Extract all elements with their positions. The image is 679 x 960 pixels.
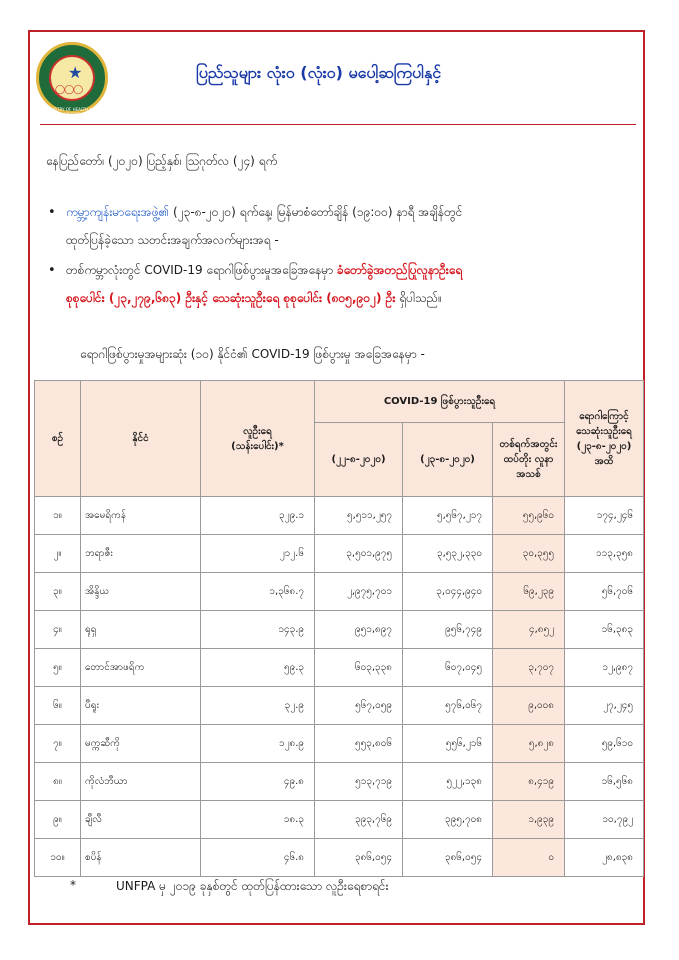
deaths-cell: ၁၁၃,၃၅၈: [565, 535, 644, 573]
cases-22-cell: ၃,၅၀၁,၉၇၅: [315, 535, 403, 573]
deaths-cell: ၂၇,၂၄၅: [565, 687, 644, 725]
table-row: [35, 535, 644, 573]
table-row: [35, 573, 644, 611]
cases-23-cell: ၅၇၆,၀၆၇: [403, 687, 493, 725]
deaths-cell: ၁၆,၃၈၃: [565, 611, 644, 649]
cases-22-cell: ၃၈၆,၀၅၄: [315, 839, 403, 877]
new-cases-cell: ၉,၀၀၈: [493, 687, 565, 725]
population-cell: ၁၄၃.၉: [201, 611, 315, 649]
population-cell: ၃၂.၉: [201, 687, 315, 725]
covid-country-table: [34, 380, 644, 877]
header-no: စဉ်: [35, 381, 81, 497]
table-row: [35, 763, 644, 801]
cases-22-cell: ၅၅၃,၈၀၆: [315, 725, 403, 763]
new-cases-cell: ၅၅,၉၆၀: [493, 497, 565, 535]
header-date-22: (၂၂-၈-၂၀၂၀): [315, 423, 403, 497]
cases-22-cell: ၅၁၃,၇၁၉: [315, 763, 403, 801]
table-row: [35, 801, 644, 839]
new-cases-cell: ၁,၉၃၉: [493, 801, 565, 839]
cases-22-cell: ၆၀၃,၃၃၈: [315, 649, 403, 687]
population-cell: ၄၆.၈: [201, 839, 315, 877]
cases-23-cell: ၃,၅၃၂,၃၃၀: [403, 535, 493, 573]
row-number: ၁။: [35, 497, 81, 535]
cases-23-cell: ၃၉၅,၇၀၈: [403, 801, 493, 839]
population-cell: ၄၉.၈: [201, 763, 315, 801]
header-new-cases: တစ်ရက်အတွင်း ထပ်တိုး လူနာ အသစ်: [493, 423, 565, 497]
row-number: ၆။: [35, 687, 81, 725]
population-cell: ၂၁၂.၆: [201, 535, 315, 573]
deaths-cell: ၅၉,၆၁၀: [565, 725, 644, 763]
population-cell: ၅၉.၃: [201, 649, 315, 687]
deaths-cell: ၂၈,၈၃၈: [565, 839, 644, 877]
country-name: ကိုလံဘီယာ: [81, 763, 201, 801]
table-row: [35, 839, 644, 877]
population-cell: ၁၂၈.၉: [201, 725, 315, 763]
country-name: မက္ကဆီကို: [81, 725, 201, 763]
table-intro: ရောဂါဖြစ်ပွားမှုအများဆုံး (၁၀) နိုင်ငံ၏ COVID-19 ဖြစ်ပွားမှု အခြေအနေမှာ -: [80, 347, 425, 361]
cases-22-cell: ၅,၅၁၁,၂၅၇: [315, 497, 403, 535]
dateline: နေပြည်တော်၊ (၂၀၂၀) ပြည့်နှစ်၊ ဩဂုတ်လ (၂၄) ရက်: [46, 154, 278, 168]
new-cases-cell: ၃,၇၀၇: [493, 649, 565, 687]
table-row: [35, 497, 644, 535]
country-name: တောင်အာဖရိက: [81, 649, 201, 687]
new-cases-cell: ၃၀,၃၅၅: [493, 535, 565, 573]
deaths-cell: ၅၆,၇၀၆: [565, 573, 644, 611]
title-divider: [40, 124, 636, 125]
cases-22-cell: ၂,၉၇၅,၇၀၁: [315, 573, 403, 611]
ministry-seal-icon: ★ ◯◯◯ MINISTRY OF HEALTH AND SPORTS: [36, 42, 108, 114]
population-cell: ၁၈.၃: [201, 801, 315, 839]
row-number: ၃။: [35, 573, 81, 611]
new-cases-cell: ၅,၈၂၈: [493, 725, 565, 763]
row-number: ၄။: [35, 611, 81, 649]
row-number: ၅။: [35, 649, 81, 687]
table-row: [35, 649, 644, 687]
new-cases-cell: ၈,၄၁၉: [493, 763, 565, 801]
cases-23-cell: ၆၀၇,၀၄၅: [403, 649, 493, 687]
row-number: ၂။: [35, 535, 81, 573]
header-date-23: (၂၃-၈-၂၀၂၀): [403, 423, 493, 497]
row-number: ၉။: [35, 801, 81, 839]
bullet-dot: •: [48, 205, 56, 220]
deaths-cell: ၁၇၄,၂၄၆: [565, 497, 644, 535]
cases-23-cell: ၅,၅၆၇,၂၁၇: [403, 497, 493, 535]
population-cell: ၁,၃၆၈.၇: [201, 573, 315, 611]
bullet-2-text: တစ်ကမ္ဘာလုံးတွင် COVID-19 ရောဂါဖြစ်ပွားမှုအခြေအနေမှာ ခံတော်ခွဲအတည်ပြုလူနာဦးရေ စုစုပေါင်း (၂၃,၂၇၉,၆၈၃) ဦးနှင့် သေဆုံးသူဦးရေ စုစုပေါင်း (၈၀၅,၉၀၂) ဦး ရှိပါသည်။: [66, 263, 463, 305]
country-name: ဘရာဇီး: [81, 535, 201, 573]
country-name: ပီရူး: [81, 687, 201, 725]
new-cases-cell: ၆၉,၂၃၉: [493, 573, 565, 611]
org-link[interactable]: ကမ္ဘာ့ကျန်းမာရေးအဖွဲ့၏: [66, 205, 170, 219]
totals-highlight: စုစုပေါင်း (၂၃,၂၇၉,၆၈၃) ဦးနှင့် သေဆုံးသူဦးရေ စုစုပေါင်း (၈၀၅,၉၀၂) ဦး: [66, 291, 396, 305]
country-name: အိန္ဒိယ: [81, 573, 201, 611]
header-cases-group: COVID-19 ဖြစ်ပွားသူဦးရေ: [315, 381, 565, 423]
cases-23-cell: ၉၅၆,၇၄၉: [403, 611, 493, 649]
deaths-cell: ၁၂,၉၈၇: [565, 649, 644, 687]
cases-22-cell: ၉၅၁,၈၉၇: [315, 611, 403, 649]
confirmed-cases-highlight: ခံတော်ခွဲအတည်ပြုလူနာဦးရေ: [336, 263, 463, 277]
country-name: ချီလီ: [81, 801, 201, 839]
table-row: [35, 725, 644, 763]
cases-23-cell: ၃,၀၄၄,၉၄၀: [403, 573, 493, 611]
new-cases-cell: ၀: [493, 839, 565, 877]
page-title: ပြည်သူများ လုံး၀ (လုံး၀) မပေါ့ဆကြပါနှင့်: [196, 63, 442, 82]
bullet-dot: •: [48, 263, 56, 278]
population-cell: ၃၂၉.၁: [201, 497, 315, 535]
cases-23-cell: ၅၂၂,၁၃၈: [403, 763, 493, 801]
table-row: [35, 611, 644, 649]
cases-23-cell: ၃၈၆,၀၅၄: [403, 839, 493, 877]
row-number: ၈။: [35, 763, 81, 801]
logo-text: MINISTRY OF HEALTH AND SPORTS: [45, 107, 99, 117]
cases-23-cell: ၅၅၆,၂၁၆: [403, 725, 493, 763]
table-row: [35, 687, 644, 725]
deaths-cell: ၁၆,၅၆၈: [565, 763, 644, 801]
bullet-1-text: ကမ္ဘာ့ကျန်းမာရေးအဖွဲ့၏ (၂၃-၈-၂၀၂၀) ရက်နေ့၊ မြန်မာစံတော်ချိန် (၁၉:၀၀) နာရီ အချိန်တွင် ထုတ်ပြန်ခဲ့သော သတင်းအချက်အလက်များအရ -: [66, 205, 463, 247]
country-name: ရုရှ: [81, 611, 201, 649]
header-country: နိုင်ငံ: [81, 381, 201, 497]
row-number: ၇။: [35, 725, 81, 763]
footnote-marker: *: [70, 878, 76, 892]
header-deaths: ရောဂါကြောင့် သေဆုံးသူဦးရေ (၂၃-၈-၂၀၂၀) အထိ: [565, 381, 644, 497]
header-population: လူဦးရေ (သန်းပေါင်း)*: [201, 381, 315, 497]
country-name: အမေရိကန်: [81, 497, 201, 535]
cases-22-cell: ၅၆၇,၀၅၉: [315, 687, 403, 725]
country-name: စပိန်: [81, 839, 201, 877]
footnote-text: UNFPA မှ ၂၀၁၉ ခုနှစ်တွင် ထုတ်ပြန်ထားသော လူဦးရေစာရင်း: [116, 879, 389, 893]
deaths-cell: ၁၀,၇၉၂: [565, 801, 644, 839]
row-number: ၁၀။: [35, 839, 81, 877]
new-cases-cell: ၄,၈၅၂: [493, 611, 565, 649]
cases-22-cell: ၃၉၃,၇၆၉: [315, 801, 403, 839]
